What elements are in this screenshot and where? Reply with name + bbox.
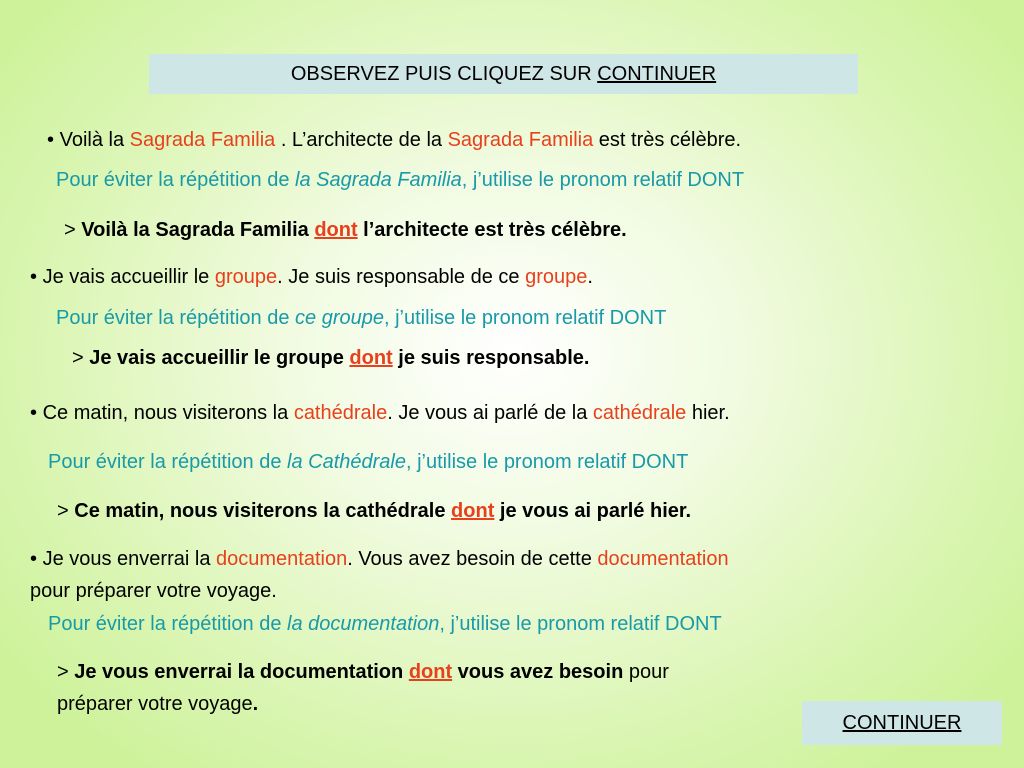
highlight-word: groupe [525,266,588,288]
answer-2: > Je vais accueillir le groupe dont je suis responsable. [72,347,590,369]
continue-button[interactable]: CONTINUER [802,701,1002,745]
bullet: • [47,129,55,151]
bullet: • [30,402,38,424]
highlight-word: cathédrale [293,402,388,424]
dont-word: dont [314,219,358,241]
dont-word: dont [408,661,453,683]
sentence-3: • Ce matin, nous visiterons la cathédrale. Je vous ai parlé de la cathédrale hier. [30,402,730,424]
sentence-4-continuation: pour préparer votre voyage. [30,580,277,602]
bullet: • [30,548,38,570]
sentence-1: • Voilà la Sagrada Familia . L’architecte de la Sagrada Familia est très célèbre. [47,129,742,151]
instruction-continue-link: CONTINUER [597,63,717,85]
highlight-word: cathédrale [592,402,687,424]
prefix-arrow: > [57,661,69,683]
dont-word: dont [451,500,495,522]
prefix-arrow: > [64,219,76,241]
answer-3: > Ce matin, nous visiterons la cathédrale dont je vous ai parlé hier. [57,500,692,522]
answer-4: > Je vous enverrai la documentation dont vous avez besoin pour [57,661,669,683]
highlight-word: documentation [216,548,348,570]
highlight-word: Sagrada Familia [129,129,276,151]
note-3: Pour éviter la répétition de la Cathédrale, j’utilise le pronom relatif DONT [48,451,689,473]
answer-1: > Voilà la Sagrada Familia dont l’architecte est très célèbre. [64,219,627,241]
note-2: Pour éviter la répétition de ce groupe, j’utilise le pronom relatif DONT [56,307,667,329]
dont-word: dont [349,347,393,369]
highlight-word: documentation [597,548,729,570]
note-1: Pour éviter la répétition de la Sagrada Familia, j’utilise le pronom relatif DONT [56,169,745,191]
instruction-text: OBSERVEZ PUIS CLIQUEZ SUR [290,63,598,85]
highlight-word: groupe [214,266,278,288]
sentence-2: • Je vais accueillir le groupe. Je suis responsable de ce groupe. [30,266,593,288]
answer-4-continuation: préparer votre voyage. [57,693,259,715]
sentence-4: • Je vous enverrai la documentation. Vous avez besoin de cette documentation [30,548,729,570]
bullet: • [30,266,38,288]
highlight-word: Sagrada Familia [447,129,594,151]
prefix-arrow: > [72,347,84,369]
instruction-banner [149,54,858,94]
prefix-arrow: > [57,500,69,522]
note-4: Pour éviter la répétition de la documentation, j’utilise le pronom relatif DONT [48,613,722,635]
